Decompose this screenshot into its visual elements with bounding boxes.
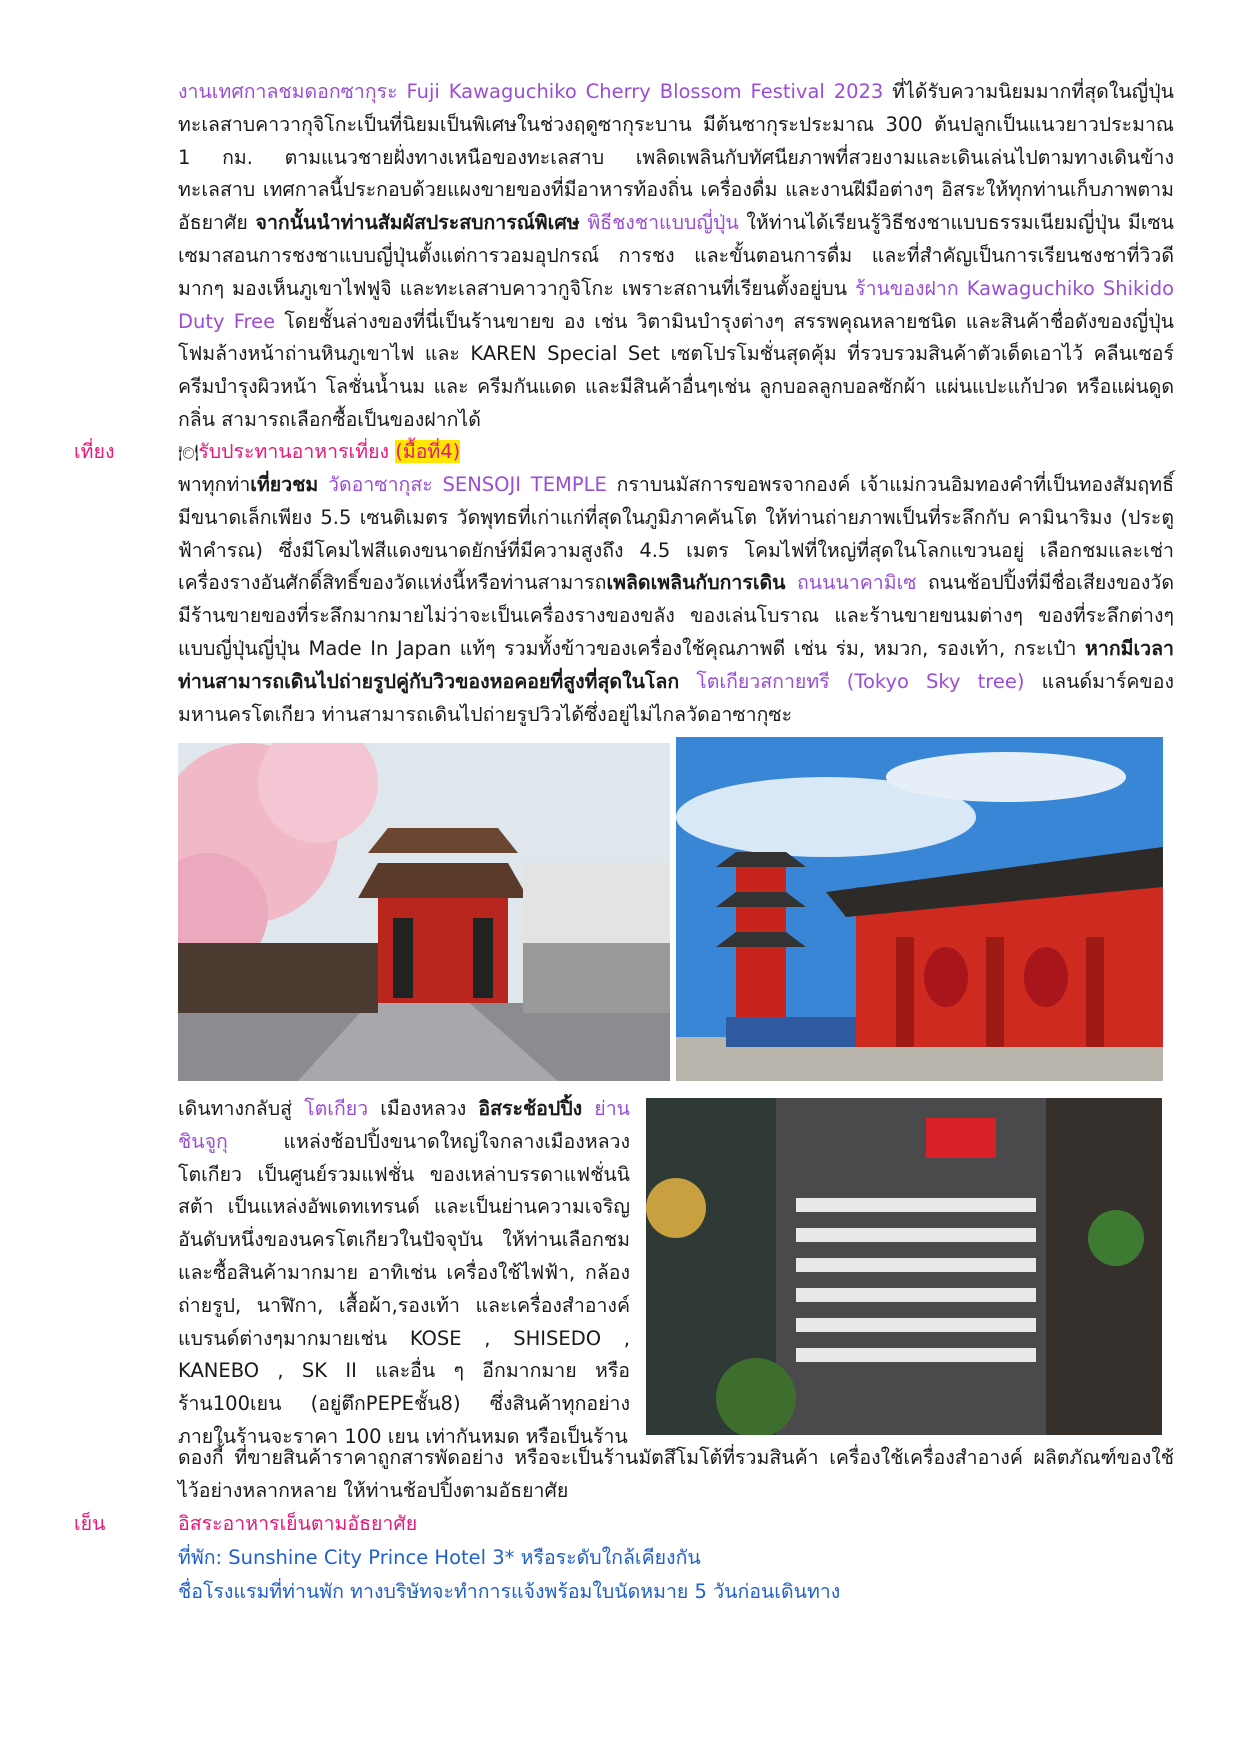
dinner-label: เย็น bbox=[74, 1512, 106, 1535]
dinner-meal-text: อิสระอาหารเย็นตามอัธยาศัย bbox=[178, 1512, 418, 1535]
meal-icon: 🍽 bbox=[178, 443, 199, 462]
sensoji-temple: วัดอาซากุสะ SENSOJI TEMPLE bbox=[318, 473, 607, 496]
special-experience: จากนั้นนำท่านสัมผัสประสบการณ์พิเศษ bbox=[255, 211, 580, 235]
shop-text: โดยชั้นล่างของที่นี่เป็นร้านขายข อง เช่น วิตามินบำรุงต่างๆ สรรพคุณหลายชนิด และสินค้าชื่อดังของญี่ปุ่น โฟมล้างหน้าถ่านหินภูเขาไฟ และ KAREN Special Set เซตโปรโมชั่นสุดคุ้ม ที่รวบรวมสินค้าตัวเด็ดเอาไว้ คลีนเซอร์ ครีมบำรุงผิวหน้า โลชั่นน้ำนม และ ครีมกันแดด และมีสินค้าอื่นๆเช่น ลูกบอลลูกบอลซักผ้า แผ่นแปะแก้ปวด หรือแผ่นดูดกลิ่น สามารถเลือกซื้อเป็นของฝากได้ bbox=[178, 309, 1175, 431]
duty-free-shop: ร้านของฝาก Kawaguchiko Shikido Duty Free bbox=[178, 276, 1175, 333]
tea-text: ให้ท่านได้เรียนรู้วิธีชงชาแบบธรรมเนียมญี่ปุ่น มีเซนเซมาสอนการชงชาแบบญี่ปุ่นตั้งแต่การวอมอุปกรณ์ การชง และขั้นตอนการดื่ม และที่สำคัญเป็นการเรียนชงชาที่วิวดีมากๆ มองเห็นภูเขาไฟฟูจิ และทะเลสาบคาวากูจิโกะ เพราะสถานที่เรียนตั้งอยู่บน bbox=[178, 211, 1175, 300]
temple-paragraph bbox=[178, 469, 1174, 731]
lunch-label: เที่ยง bbox=[74, 440, 115, 463]
temple-text-4: แลนด์มาร์คของมหานครโตเกียว ท่านสามารถเดินไปถ่ายรูปวิวได้ซึ่งอยู่ไม่ไกลวัดอาซากุซะ bbox=[178, 669, 1174, 726]
kaminarimon-gate-photo bbox=[676, 737, 1163, 1081]
free-shopping: อิสระช้อปปิ้ง bbox=[478, 1097, 583, 1120]
temple-text-3: ถนนช้อปปิ้งที่มีชื่อเสียงของวัด มีร้านขายของที่ระลึกมากมายไม่ว่าจะเป็นเครื่องรางของขลัง ของเล่นโบราณ และร้านขายขนมต่างๆ ของที่ระลึกต่างๆแบบญี่ปุ่นญี่ปุ่น Made In Japan แท้ๆ รวมทั้งข้าวของเครื่องใช้คุณภาพดี เช่น ร่ม, หมวก, รองเท้า, กระเป๋า bbox=[178, 571, 1174, 660]
festival-name: งานเทศกาลชมดอกซากุระ Fuji Kawaguchiko Cherry Blossom Festival 2023 bbox=[178, 80, 884, 103]
visit-word: เที่ยวชม bbox=[250, 473, 319, 496]
hotel-line: ที่พัก: Sunshine City Prince Hotel 3* หรือระดับใกล้เคียงกัน bbox=[178, 1546, 701, 1569]
tower-intro: หากมีเวลาท่านสามารถเดินไปถ่ายรูปคู่กับวิวของหอคอยที่สูงที่สุดในโลก bbox=[178, 636, 1174, 693]
festival-paragraph bbox=[178, 76, 1174, 437]
shinjuku-text-3: แหล่งช้อปปิ้งขนาดใหญ่ใจกลางเมืองหลวงโตเกียว เป็นศูนย์รวมแฟชั่น ของเหล่าบรรดาแฟชั่นนิสต้า เป็นแหล่งอัพเดทเทรนด์ และเป็นย่านความเจริญอันดับหนึ่งของนครโตเกียวในปัจจุบัน ให้ท่านเลือกชมและซื้อสินค้ามากมาย อาทิเช่น เครื่องใช้ไฟฟ้า, กล้องถ่ายรูป, นาฬิกา, เสื้อผ้า,รองเท้า และเครื่องสำอางค์แบรนด์ต่างๆมากมายเช่น KOSE , SHISEDO , KANEBO , SK II และอื่น ๆ อีกมากมาย หรือร้าน100เยน (อยู่ตึกPEPEชั้น8) ซึ่งสินค้าทุกอย่างภายในร้านจะราคา 100 เยน เท่ากันหมด หรือเป็นร้าน bbox=[178, 1129, 630, 1448]
temple-text-1: พาทุกท่า bbox=[178, 473, 251, 496]
tokyo-skytree: โตเกียวสกายทรี (Tokyo Sky tree) bbox=[679, 669, 1025, 693]
lunch-line bbox=[178, 436, 1174, 470]
walk-phrase: เพลิดเพลินกับการเดิน bbox=[606, 571, 786, 595]
hotel-note: ชื่อโรงแรมที่ท่านพัก ทางบริษัทจะทำการแจ้งพร้อมใบนัดหมาย 5 วันก่อนเดินทาง bbox=[178, 1580, 841, 1603]
lunch-meal: รับประทานอาหารเที่ยง bbox=[198, 440, 390, 463]
shinjuku-text-1: เดินทางกลับสู่ bbox=[178, 1097, 305, 1120]
shinjuku-paragraph-cont: ดองกี้ ที่ขายสินค้าราคาถูกสารพัดอย่าง หรือจะเป็นร้านมัตสึโมโต้ที่รวมสินค้า เครื่องใช้เครื่องสำอางค์ ผลิตภัณฑ์ของใช้ไว้อย่างหลากหลาย ให้ท่านช้อปปิ้งตามอัธยาศัย bbox=[178, 1446, 1174, 1502]
meal-number-badge: (มื้อที่4) bbox=[395, 440, 461, 463]
nakamise-street: ถนนนาคามิเซ bbox=[785, 571, 917, 595]
festival-text: ที่ได้รับความนิยมมากที่สุดในญี่ปุ่น ทะเลสาบคาวากุจิโกะเป็นที่นิยมเป็นพิเศษในช่วงฤดูซากุระบาน มีต้นซากุระประมาณ 300 ต้นปลูกเป็นแนวยาวประมาณ 1 กม. ตามแนวชายฝั่งทางเหนือของทะเลสาบ เพลิดเพลินกับทัศนียภาพที่สวยงามและเดินเล่นไปตามทางเดินข้างทะเลสาบ เทศกาลนี้ประกอบด้วยแผงขายของที่มีอาหารท้องถิ่น เครื่องดื่ม และงานฝีมือต่างๆ อิสระให้ทุกท่านเก็บภาพตามอัธยาศัย bbox=[178, 80, 1174, 235]
tea-ceremony: พิธีชงชาแบบญี่ปุ่น bbox=[579, 211, 739, 235]
sensoji-cherry-blossom-photo bbox=[178, 743, 670, 1081]
shinjuku-paragraph bbox=[178, 1093, 630, 1454]
shinjuku-text-2: เมืองหลวง bbox=[368, 1097, 479, 1120]
tokyo-link: โตเกียว bbox=[304, 1097, 369, 1120]
shibuya-crossing-photo bbox=[646, 1098, 1162, 1435]
temple-text-2: กราบนมัสการขอพรจากองค์ เจ้าแม่กวนอิมทองคำที่เป็นทองสัมฤทธิ์ มีขนาดเล็กเพียง 5.5 เซนติเมตร วัดพุทธที่เก่าแก่ที่สุดในภูมิภาคคันโต ให้ท่านถ่ายภาพเป็นที่ระลึกกับ คามินาริมง (ประตูฟ้าคำรณ) ซึ่งมีโคมไฟสีแดงขนาดยักษ์ที่มีความสูงถึง 4.5 เมตร โคมไฟที่ใหญ่ที่สุดในโลกแขวนอยู่ เลือกชมและเช่าเครื่องรางอันศักดิ์สิทธิ์ของวัดแห่งนี้หรือท่านสามารถ bbox=[178, 473, 1174, 595]
shinjuku-district: ย่านชินจูกุ bbox=[178, 1097, 631, 1153]
dinner-meal bbox=[178, 1508, 1174, 1541]
